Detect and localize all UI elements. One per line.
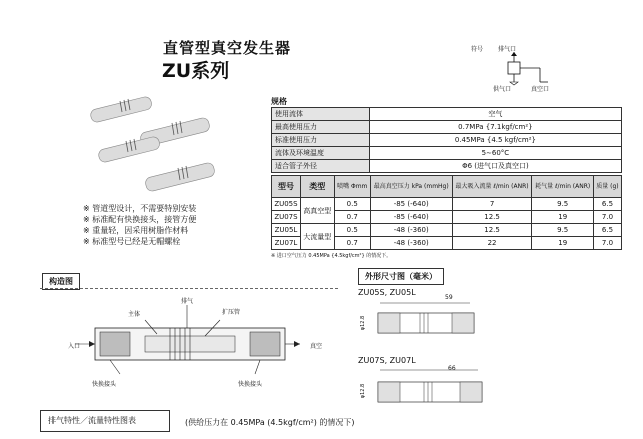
spec-value: 0.45MPa {4.5 kgf/cm²} <box>369 134 621 147</box>
spec-key: 最高使用压力 <box>272 121 370 134</box>
spec-key: 流体及环境温度 <box>272 147 370 160</box>
cell-model: ZU07L <box>272 237 301 250</box>
product-photo <box>90 95 225 200</box>
list-item: ※ 管道型设计，不需要特别安装 <box>83 203 196 214</box>
column-header: 耗气量 ℓ/min (ANR) <box>532 176 593 198</box>
dim-length-1: 59 <box>445 294 453 301</box>
cell-suction: 12.5 <box>452 211 532 224</box>
cell-suction: 22 <box>452 237 532 250</box>
cell-model: ZU05S <box>272 198 301 211</box>
column-header: 最大吸入流量 ℓ/min (ANR) <box>452 176 532 198</box>
label-fitting-left: 快换接头 <box>92 381 117 388</box>
table-row <box>272 121 622 134</box>
cell-air: 9.5 <box>532 198 593 211</box>
cell-type: 高真空型 <box>300 198 334 224</box>
cell-mass: 6.5 <box>593 224 621 237</box>
list-item: ※ 标准型号已经是无帽螺栓 <box>83 236 196 247</box>
column-header: 喷嘴 Φmm <box>334 176 370 198</box>
table-row <box>272 160 622 173</box>
cell-vacuum: -85 (-640) <box>370 198 452 211</box>
label-body: 主体 <box>128 311 141 318</box>
dimensions-label: 外形尺寸图（毫米） <box>358 268 444 285</box>
label-inlet: 入口 <box>68 343 81 350</box>
cell-nozzle: 0.7 <box>334 237 370 250</box>
label-fitting-right: 快换接头 <box>238 381 263 388</box>
specs-heading: 规格 <box>271 97 287 106</box>
spec-value: 5∼60°C <box>369 147 621 160</box>
symbol-label: 符号 <box>471 46 484 53</box>
table-row <box>272 224 622 237</box>
cell-air: 9.5 <box>532 224 593 237</box>
spec-value: Φ6 (进气口及真空口) <box>369 160 621 173</box>
symbol-supply-label: 供气口 <box>493 86 512 93</box>
label-diffuser: 扩压管 <box>222 309 241 316</box>
table-header-row <box>272 176 622 198</box>
cell-mass: 7.0 <box>593 211 621 224</box>
cell-model: ZU05L <box>272 224 301 237</box>
column-header: 类型 <box>300 176 334 198</box>
cell-air: 19 <box>532 237 593 250</box>
pneumatic-symbol <box>463 42 575 100</box>
dim-length-2: 66 <box>448 365 456 372</box>
cell-mass: 6.5 <box>593 198 621 211</box>
dim-group-2: ZU07S, ZU07L <box>358 356 416 365</box>
column-header: 质量 (g) <box>593 176 621 198</box>
page-title: 直管型真空发生器 <box>163 39 292 57</box>
cell-vacuum: -85 (-640) <box>370 211 452 224</box>
spec-key: 标准使用压力 <box>272 134 370 147</box>
bottom-condition: (供给压力在 0.45MPa (4.5kgf/cm²) 的情况下) <box>185 418 355 427</box>
table-row <box>272 147 622 160</box>
specs-table <box>271 107 622 173</box>
dim-diameter-2: φ12.8 <box>360 383 367 399</box>
symbol-exhaust-label: 排气口 <box>498 46 517 53</box>
table-row <box>272 198 622 211</box>
ejector-symbol-icon <box>488 52 558 86</box>
column-header: 最高真空压力 kPa (mmHg) <box>370 176 452 198</box>
feature-list <box>83 203 196 247</box>
label-exhaust: 排气 <box>181 298 194 305</box>
cell-nozzle: 0.7 <box>334 211 370 224</box>
bottom-label: 排气特性／流量特性图表 <box>48 416 136 425</box>
cell-vacuum: -48 (-360) <box>370 237 452 250</box>
series-title: ZU系列 <box>162 60 230 82</box>
symbol-vacuum-label: 真空口 <box>531 86 550 93</box>
cell-suction: 7 <box>452 198 532 211</box>
construction-diagram <box>75 300 310 385</box>
table-row <box>272 108 622 121</box>
cell-vacuum: -48 (-360) <box>370 224 452 237</box>
divider <box>40 288 338 289</box>
cell-air: 19 <box>532 211 593 224</box>
cell-suction: 12.5 <box>452 224 532 237</box>
spec-key: 适合管子外径 <box>272 160 370 173</box>
list-item: ※ 重量轻，因采用树脂作材料 <box>83 225 196 236</box>
column-header: 型号 <box>272 176 301 198</box>
spec-value: 空气 <box>369 108 621 121</box>
table-row <box>272 134 622 147</box>
cell-type: 大流量型 <box>300 224 334 250</box>
dimension-drawing-2 <box>350 362 510 410</box>
construction-label: 构造图 <box>42 273 80 290</box>
label-vacuum: 真空 <box>310 343 323 350</box>
cell-nozzle: 0.5 <box>334 198 370 211</box>
table-note: ※ 进口空气压力 0.45MPa {4.5kgf/cm²} 的情况下。 <box>271 253 392 259</box>
spec-key: 使用流体 <box>272 108 370 121</box>
spec-value: 0.7MPa {7.1kgf/cm²} <box>369 121 621 134</box>
cell-mass: 7.0 <box>593 237 621 250</box>
dim-diameter-1: φ12.8 <box>360 315 367 331</box>
list-item: ※ 标准配有快换接头，接管方便 <box>83 214 196 225</box>
dim-group-1: ZU05S, ZU05L <box>358 288 416 297</box>
dimension-drawing-1 <box>350 295 510 340</box>
cell-nozzle: 0.5 <box>334 224 370 237</box>
cell-model: ZU07S <box>272 211 301 224</box>
model-table <box>271 175 622 250</box>
